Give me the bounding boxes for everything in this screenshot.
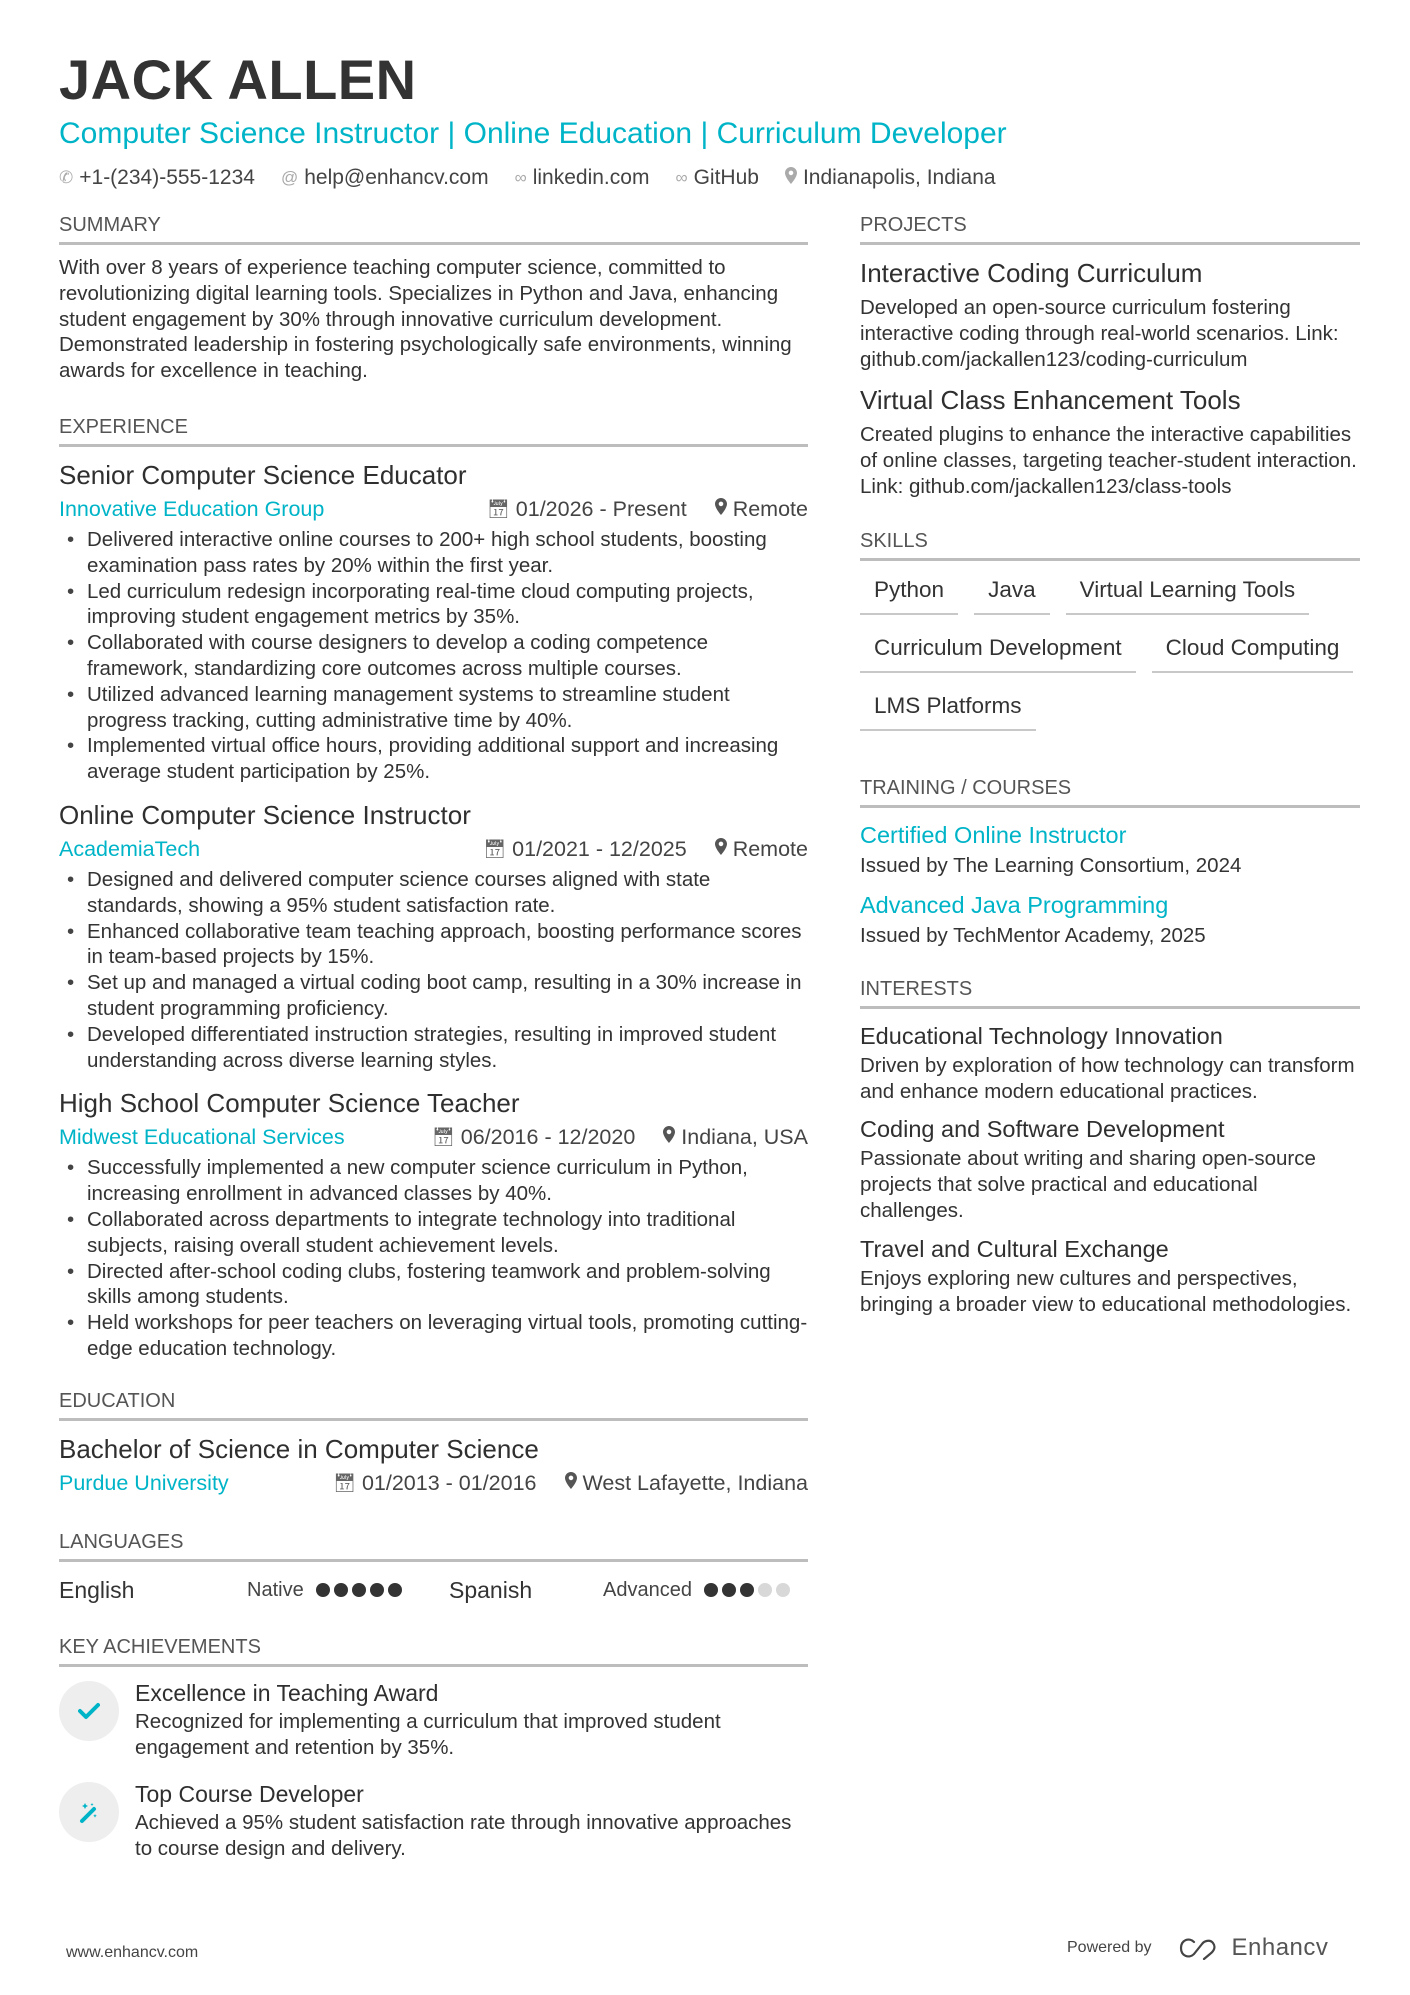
company-name: AcademiaTech <box>59 836 201 861</box>
section-heading: PROJECTS <box>860 212 1360 245</box>
course-title: Advanced Java Programming <box>860 891 1169 918</box>
section-heading: INTERESTS <box>860 976 1360 1009</box>
skill-tag: Java <box>974 571 1050 615</box>
contact-phone-text: +1-(234)-555-1234 <box>79 166 255 189</box>
bullet-item: • Held workshops for peer teachers on leveraging virtual tools, promoting cutting-edge education technology. <box>59 1310 808 1362</box>
bullet-item: • Set up and managed a virtual coding boot camp, resulting in a 30% increase in student programming proficiency. <box>59 970 808 1022</box>
projects-section <box>860 212 1360 500</box>
dot-filled <box>388 1583 402 1597</box>
language-name: English <box>59 1576 135 1603</box>
job-entry <box>59 797 808 1073</box>
job-location-text: Remote <box>732 496 808 521</box>
skill-tag: LMS Platforms <box>860 687 1036 731</box>
project-item <box>860 382 1360 499</box>
bullet-item: • Implemented virtual office hours, providing additional support and increasing average student participation by 25%. <box>59 733 808 785</box>
job-entry <box>59 457 808 785</box>
dot-filled <box>704 1583 718 1597</box>
dot-empty <box>776 1583 790 1597</box>
contact-location-text: Indianapolis, Indiana <box>802 166 996 189</box>
summary-section <box>59 212 808 384</box>
section-heading: LANGUAGES <box>59 1529 808 1562</box>
project-title: Virtual Class Enhancement Tools <box>860 385 1241 416</box>
education-meta <box>59 1467 808 1499</box>
contact-phone[interactable] <box>59 166 255 190</box>
bullet-item: • Collaborated with course designers to develop a coding competence framework, standardizing core outcomes across multiple courses. <box>59 630 808 682</box>
education-section <box>59 1388 808 1499</box>
proficiency-dots <box>704 1583 790 1597</box>
contact-github-text: GitHub <box>693 166 759 189</box>
dot-filled <box>740 1583 754 1597</box>
skill-tag: Python <box>860 571 958 615</box>
contact-email-text: help@enhancv.com <box>304 166 489 189</box>
dot-filled <box>722 1583 736 1597</box>
interest-title: Educational Technology Innovation <box>860 1022 1223 1049</box>
job-bullets <box>59 867 808 1073</box>
section-heading: KEY ACHIEVEMENTS <box>59 1634 808 1667</box>
phone-icon: ✆ <box>59 168 74 187</box>
skill-tag: Virtual Learning Tools <box>1066 571 1310 615</box>
language-level: Advanced <box>603 1578 692 1601</box>
achievement-item <box>59 1778 808 1862</box>
education-dates <box>333 1467 536 1499</box>
job-dates-text: 06/2016 - 12/2020 <box>460 1125 636 1150</box>
education-dates-text: 01/2013 - 01/2016 <box>361 1470 537 1495</box>
job-entry <box>59 1085 808 1361</box>
bullet-item: • Delivered interactive online courses to 200+ high school students, boosting examination pass rates by 20% within the first year. <box>59 527 808 579</box>
language-name: Spanish <box>449 1576 533 1603</box>
bullet-item: • Designed and delivered computer science courses aligned with state standards, showing a 95% student satisfaction rate. <box>59 867 808 919</box>
contact-linkedin[interactable] <box>515 166 650 190</box>
job-location <box>715 493 808 525</box>
job-bullets <box>59 1155 808 1361</box>
section-heading: SUMMARY <box>59 212 808 245</box>
language-level: Native <box>247 1578 304 1601</box>
dot-filled <box>370 1583 384 1597</box>
language-item <box>59 1572 449 1608</box>
job-title: Senior Computer Science Educator <box>59 459 467 490</box>
calendar-icon: 📅︎ <box>483 838 507 859</box>
job-title: High School Computer Science Teacher <box>59 1088 520 1119</box>
bullet-item: • Directed after-school coding clubs, fostering teamwork and problem-solving skills among students. <box>59 1259 808 1311</box>
skills-section <box>860 528 1360 731</box>
proficiency-dots <box>316 1583 402 1597</box>
job-location <box>715 833 808 865</box>
section-heading: SKILLS <box>860 528 1360 561</box>
dot-filled <box>334 1583 348 1597</box>
project-desc: Developed an open-source curriculum fostering interactive coding through real-world scenarios. Link: github.com/jackallen123/coding-curriculum <box>860 296 1339 371</box>
job-title: Online Computer Science Instructor <box>59 799 471 830</box>
project-title: Interactive Coding Curriculum <box>860 258 1203 288</box>
job-location <box>663 1121 808 1153</box>
checkmark-icon <box>59 1681 119 1741</box>
interest-item <box>860 1112 1360 1223</box>
calendar-icon: 📅︎ <box>333 1472 356 1493</box>
location-pin-icon <box>715 833 727 865</box>
powered-by-label: Powered by <box>1067 1939 1152 1956</box>
bullet-item: • Collaborated across departments to integrate technology into traditional subjects, raising overall student achievement levels. <box>59 1207 808 1259</box>
interest-title: Coding and Software Development <box>860 1116 1225 1143</box>
education-location <box>565 1467 809 1499</box>
job-location-text: Indiana, USA <box>681 1125 808 1150</box>
job-bullets <box>59 527 808 785</box>
calendar-icon: 📅︎ <box>486 498 510 519</box>
candidate-name: JACK ALLEN <box>59 48 417 111</box>
training-section <box>860 775 1360 950</box>
job-meta <box>59 833 808 865</box>
summary-text: With over 8 years of experience teaching computer science, committed to revolutionizing digital learning tools. Specializes in Python and Java, enhancing student engagement by 30% through innovative curriculum development. Demonstrated leadership in fostering psychologically safe environments, winning awards for excellence in teaching. <box>59 256 792 383</box>
bullet-item: • Successfully implemented a new computer science curriculum in Python, increasing enrollment in advanced classes by 40%. <box>59 1155 808 1207</box>
contact-linkedin-text: linkedin.com <box>532 166 650 189</box>
course-item <box>860 888 1360 950</box>
calendar-icon: 📅︎ <box>431 1127 455 1148</box>
achievement-desc: Recognized for implementing a curriculum that improved student engagement and retention by 35%. <box>135 1709 721 1759</box>
job-dates <box>432 1121 635 1153</box>
language-item <box>449 1572 790 1608</box>
brand-name: Enhancv <box>1231 1934 1329 1961</box>
job-dates <box>483 833 686 865</box>
course-item <box>860 818 1360 880</box>
job-meta <box>59 493 808 525</box>
bullet-item: • Developed differentiated instruction strategies, resulting in improved student understanding across diverse learning styles. <box>59 1022 808 1074</box>
course-issuer: Issued by The Learning Consortium, 2024 <box>860 853 1242 877</box>
link-icon: ∞ <box>514 168 527 187</box>
enhancv-logo-icon <box>1178 1936 1224 1960</box>
job-dates-text: 01/2026 - Present <box>515 496 687 521</box>
bullet-item: • Enhanced collaborative team teaching approach, boosting performance scores in team-based projects by 15%. <box>59 919 808 971</box>
enhancv-logo[interactable] <box>1178 1934 1329 1962</box>
project-desc: Created plugins to enhance the interactive capabilities of online classes, targeting teacher-student interaction. Link: github.com/jackallen123/class-tools <box>860 423 1357 498</box>
languages-row <box>59 1572 808 1608</box>
achievement-title: Excellence in Teaching Award <box>135 1679 439 1706</box>
resume-header <box>59 48 1359 190</box>
project-item <box>860 255 1360 372</box>
contact-email[interactable] <box>281 166 489 190</box>
achievement-item <box>59 1677 808 1761</box>
right-column <box>860 212 1360 1339</box>
achievement-desc: Achieved a 95% student satisfaction rate through innovative approaches to course design and delivery. <box>135 1811 792 1861</box>
dot-empty <box>758 1583 772 1597</box>
dot-filled <box>352 1583 366 1597</box>
job-meta <box>59 1121 808 1153</box>
interest-desc: Passionate about writing and sharing open-source projects that solve practical and educational challenges. <box>860 1147 1316 1222</box>
section-heading: EXPERIENCE <box>59 414 808 447</box>
contact-bar <box>59 166 1359 190</box>
left-column <box>59 212 808 1884</box>
job-dates-text: 01/2021 - 12/2025 <box>512 836 687 861</box>
skill-tag: Cloud Computing <box>1152 629 1354 673</box>
interests-section <box>860 976 1360 1318</box>
location-pin-icon <box>785 167 797 189</box>
candidate-title: Computer Science Instructor | Online Education | Curriculum Developer <box>59 117 1007 150</box>
school-name: Purdue University <box>59 1470 229 1495</box>
contact-github[interactable] <box>675 166 758 190</box>
location-pin-icon <box>715 493 727 525</box>
languages-section <box>59 1529 808 1608</box>
bullet-item: • Utilized advanced learning management systems to streamline student progress tracking, cutting administrative time by 40%. <box>59 682 808 734</box>
at-icon: @ <box>280 168 299 187</box>
interest-desc: Driven by exploration of how technology can transform and enhance modern educational practices. <box>860 1053 1355 1103</box>
bullet-item: • Led curriculum redesign incorporating real-time cloud computing projects, improving student engagement metrics by 35%. <box>59 579 808 631</box>
location-pin-icon <box>663 1121 675 1153</box>
degree-title: Bachelor of Science in Computer Science <box>59 1433 539 1464</box>
footer-branding <box>1067 1934 1328 1962</box>
company-name: Innovative Education Group <box>59 496 325 521</box>
interest-item <box>860 1019 1360 1105</box>
education-location-text: West Lafayette, Indiana <box>582 1470 808 1495</box>
section-heading: TRAINING / COURSES <box>860 775 1360 808</box>
skill-tag: Curriculum Development <box>860 629 1136 673</box>
job-dates <box>487 493 687 525</box>
footer-website[interactable]: www.enhancv.com <box>66 1944 199 1961</box>
interest-desc: Enjoys exploring new cultures and perspectives, bringing a broader view to educational methodologies. <box>860 1266 1352 1316</box>
location-pin-icon <box>565 1467 577 1499</box>
link-icon: ∞ <box>675 168 688 187</box>
magic-wand-icon <box>59 1782 119 1842</box>
job-location-text: Remote <box>732 836 808 861</box>
course-title: Certified Online Instructor <box>860 821 1127 848</box>
contact-location <box>785 166 996 190</box>
interest-title: Travel and Cultural Exchange <box>860 1235 1169 1262</box>
experience-section <box>59 414 808 1362</box>
dot-filled <box>316 1583 330 1597</box>
course-issuer: Issued by TechMentor Academy, 2025 <box>860 923 1206 947</box>
section-heading: EDUCATION <box>59 1388 808 1421</box>
skills-list <box>860 571 1360 731</box>
interest-item <box>860 1232 1360 1318</box>
achievement-title: Top Course Developer <box>135 1781 364 1808</box>
achievements-section <box>59 1634 808 1862</box>
company-name: Midwest Educational Services <box>59 1125 345 1150</box>
